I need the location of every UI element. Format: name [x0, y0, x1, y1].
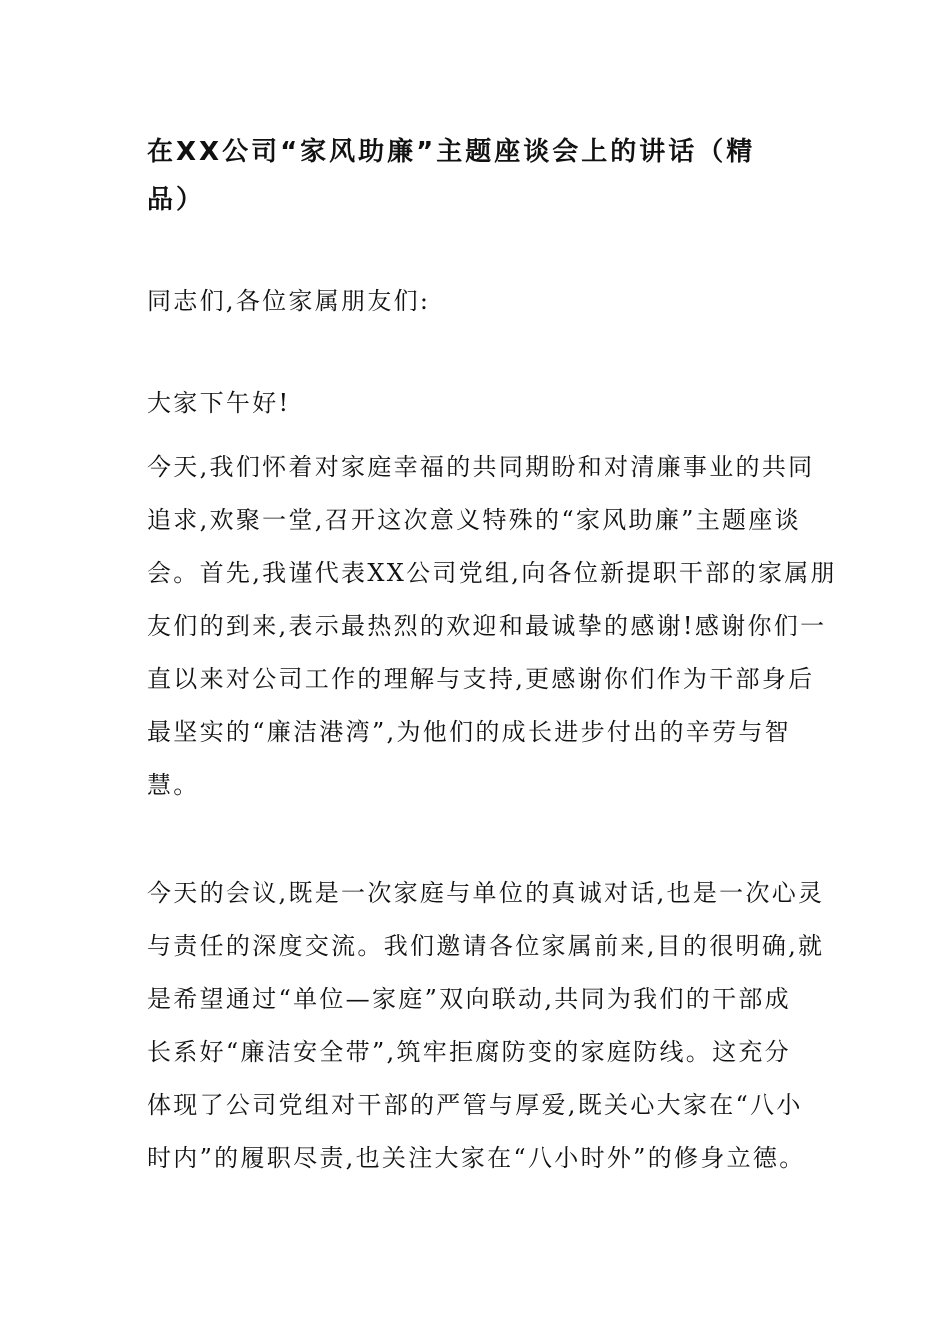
- paragraph-line: 体现了公司党组对干部的严管与厚爱,既关心大家在“八小: [147, 1091, 803, 1119]
- paragraph-line: 直以来对公司工作的理解与支持,更感谢你们作为干部身后: [147, 665, 815, 693]
- paragraph-line: 慧。: [147, 771, 200, 799]
- paragraph-line: 会。首先,我谨代表XX公司党组,向各位新提职干部的家属朋: [147, 559, 837, 587]
- paragraph-line: 时内”的履职尽责,也关注大家在“八小时外”的修身立德。: [147, 1144, 806, 1172]
- salutation: 同志们,各位家属朋友们:: [147, 287, 431, 315]
- greeting: 大家下午好!: [147, 389, 291, 417]
- paragraph-line: 今天的会议,既是一次家庭与单位的真诚对话,也是一次心灵: [147, 879, 825, 907]
- document-title-line-1: 在XX公司“家风助廉”主题座谈会上的讲话（精: [147, 137, 756, 167]
- paragraph-line: 与责任的深度交流。我们邀请各位家属前来,目的很明确,就: [147, 932, 825, 960]
- document-title-line-2: 品）: [147, 185, 206, 215]
- paragraph-line: 追求,欢聚一堂,召开这次意义特殊的“家风助廉”主题座谈: [147, 506, 801, 534]
- paragraph-line: 是希望通过“单位—家庭”双向联动,共同为我们的干部成: [147, 985, 791, 1013]
- paragraph-line: 友们的到来,表示最热烈的欢迎和最诚挚的感谢!感谢你们一: [147, 612, 827, 640]
- paragraph-line: 最坚实的“廉洁港湾”,为他们的成长进步付出的辛劳与智: [147, 718, 791, 746]
- paragraph-line: 长系好“廉洁安全带”,筑牢拒腐防变的家庭防线。这充分: [147, 1038, 791, 1066]
- paragraph-line: 今天,我们怀着对家庭幸福的共同期盼和对清廉事业的共同: [147, 453, 815, 481]
